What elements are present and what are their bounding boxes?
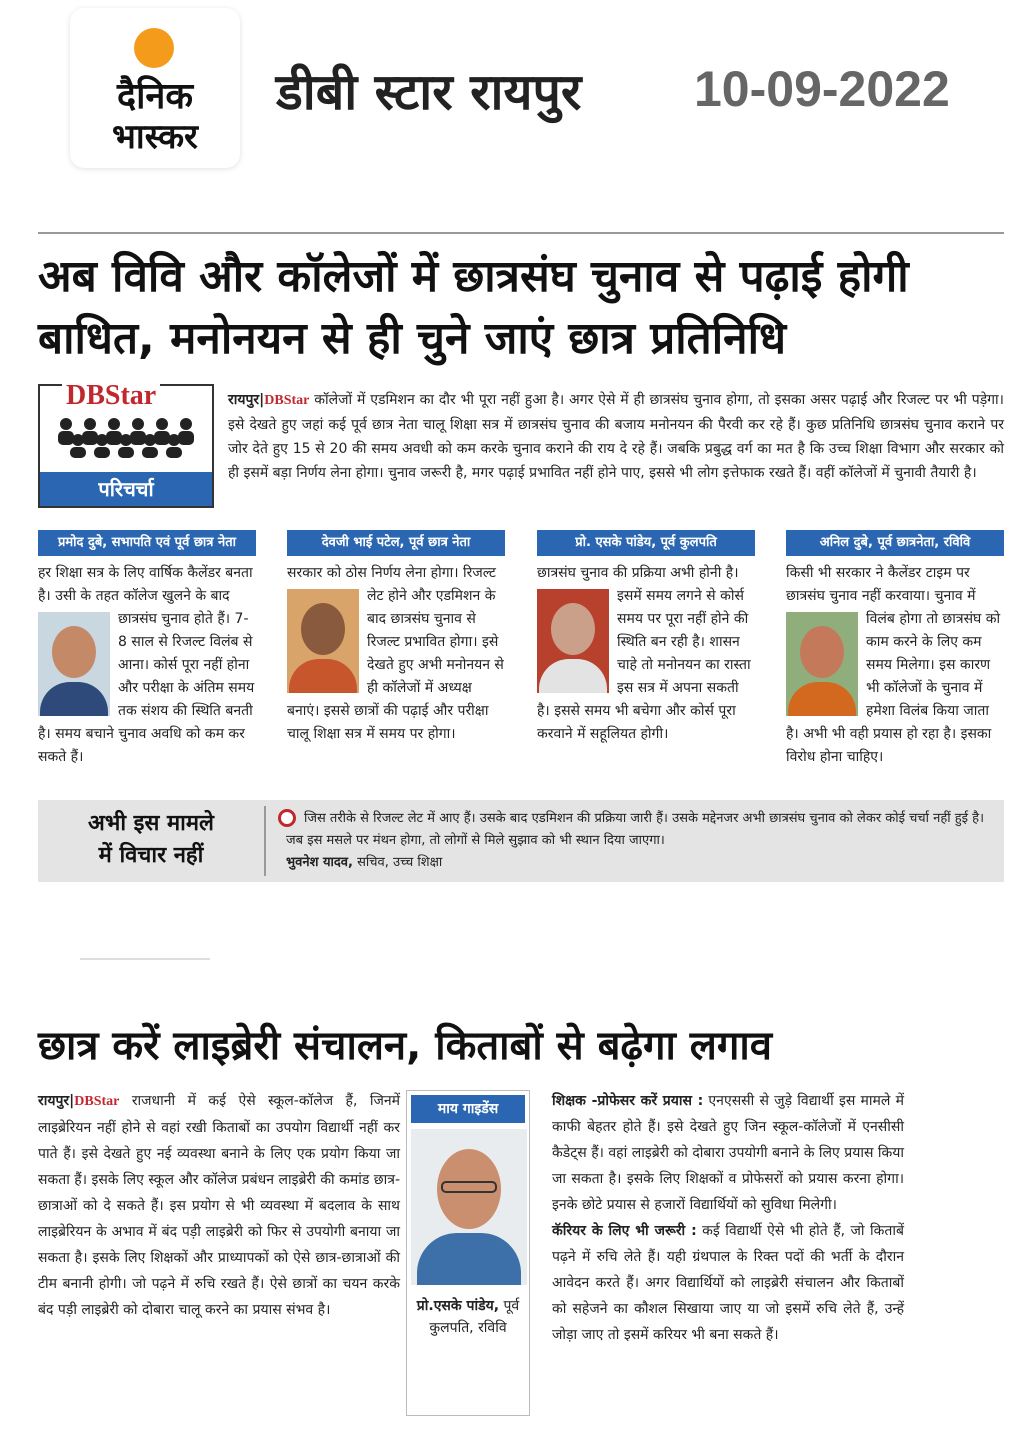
person-photo bbox=[786, 612, 858, 716]
guidance-title: पूर्व कुलपति, रविवि bbox=[429, 1298, 520, 1336]
opinion-rest: के बाद छात्रसंघ चुनाव होते हैं। 7-8 साल से रिजल्ट विलंब से आना। कोर्स पूरा नहीं होना और परीक्षा के अंतिम समय तक संशय की स्थिति बनती है। समय बचाने चुनाव अवधि को कम कर सकते हैं। bbox=[38, 588, 255, 765]
person-photo bbox=[537, 589, 609, 693]
opinion-column bbox=[537, 530, 755, 746]
section-paragraph bbox=[552, 1218, 904, 1348]
opinion-lead: सरकार को ठोस निर्णय लेना होगा। रिजल्ट लेट होने और एडमिशन के bbox=[287, 565, 496, 604]
quote-author-title: सचिव, उच्च शिक्षा bbox=[352, 855, 443, 870]
section-title: शिक्षक -प्रोफेसर करें प्रयास : bbox=[552, 1093, 704, 1109]
opinion-lead: हर शिक्षा सत्र के लिए वार्षिक कैलेंडर बनता है। उसी के तहत कॉलेज खुलने bbox=[38, 565, 253, 604]
section-paragraph bbox=[552, 1088, 904, 1218]
guidance-box bbox=[406, 1090, 530, 1416]
opinion-name: प्रमोद दुबे, सभापति एवं पूर्व छात्र नेता bbox=[38, 530, 256, 556]
opinion-column bbox=[786, 530, 1004, 769]
article2-body-left bbox=[38, 1088, 400, 1323]
badge-title: DBStar bbox=[62, 380, 160, 412]
article1-headline: अब विवि और कॉलेजों में छात्रसंघ चुनाव से पढ़ाई होगी बाधित, मनोनयन से ही चुने जाएं छात्र प्रतिनिधि bbox=[38, 251, 909, 364]
person-photo bbox=[411, 1129, 527, 1285]
divider bbox=[264, 806, 266, 876]
logo-line-1: दैनिक bbox=[116, 76, 194, 117]
badge-subtitle: परिचर्चा bbox=[40, 472, 212, 506]
dateline-place: रायपुर| bbox=[38, 1093, 75, 1109]
divider bbox=[38, 232, 1004, 234]
opinion-column bbox=[38, 530, 256, 769]
edition-name: डीबी स्टार रायपुर bbox=[276, 63, 582, 121]
opinion-text bbox=[287, 562, 505, 746]
section-text: एनएससी से जुड़े विद्यार्थी इस मामले में काफी बेहतर होते हैं। इसे देखते हुए जिन स्कूल-कॉलेजों में एनसीसी कैडेट्स हैं। वहां लाइब्रेरी को दोबारा उपयोगी बनाने के लिए प्रयास किया जा सकता है। इसके लिए शिक्षकों व प्रोफेसरों को प्रयास करना होगा। इनके छोटे प्रयास से हजारों विद्यार्थियों को सुविधा मिलेगी। bbox=[552, 1093, 904, 1213]
official-quote-box bbox=[38, 800, 1004, 882]
sun-icon bbox=[134, 28, 174, 68]
person-photo bbox=[38, 612, 110, 716]
opinion-text bbox=[38, 562, 256, 769]
newspaper-logo bbox=[70, 8, 240, 168]
dateline-source: DBStar bbox=[264, 393, 310, 408]
person-photo bbox=[287, 589, 359, 693]
opinion-name: देवजी भाई पटेल, पूर्व छात्र नेता bbox=[287, 530, 505, 556]
guidance-caption bbox=[407, 1295, 529, 1339]
intro-text: कॉलेजों में एडमिशन का दौर भी पूरा नहीं हुआ है। अगर ऐसे में ही छात्रसंघ चुनाव होगा, तो इसका असर पढ़ाई और रिजल्ट पर भी पड़ेगा। इसे देखते हुए जहां कई पूर्व छात्र नेता चालू शिक्षा सत्र में छात्रसंघ चुनाव की बजाय मनोनयन की पैरवी कर रहे हैं। कुछ प्रतिनिधि छात्रसंघ चुनाव कराने पर जोर देते हुए 15 से 20 की समय अवधी को कम करके चुनाव कराने की राय दे रहे हैं। जबकि प्रबुद्ध वर्ग का मत है कि उच्च शिक्षा विभाग और सरकार को ही इसमें बड़ा निर्णय लेना होगा। चुनाव जरूरी है, मगर पढ़ाई प्रभावित नहीं होने पाए, इससे भी लोग इत्तेफाक रखते हैं। वहीं कॉलेजों में चुनावी तैयारी है। bbox=[228, 392, 1004, 481]
quote-body: जिस तरीके से रिजल्ट लेट में आए हैं। उसके बाद एडमिशन की प्रक्रिया जारी हैं। उसके मद्देनजर अभी छात्रसंघ चुनाव को लेकर कोई चर्चा नहीं हुई है। जब इस मसले पर मंथन होगा, तो लोगों से मिले सुझाव को भी स्थान दिया जाएगा। bbox=[286, 811, 985, 848]
dateline-place: रायपुर| bbox=[228, 392, 265, 408]
article2-body-right bbox=[552, 1088, 904, 1348]
guidance-label: माय गाइडेंस bbox=[411, 1095, 525, 1123]
opinion-rest: बाद छात्रसंघ चुनाव से रिजल्ट प्रभावित होगा। इसे देखते हुए अभी मनोनयन से ही कॉलेजों में अध्यक्ष बनाएं। इससे छात्रों की पढ़ाई और परीक्षा चालू शिक्षा सत्र में समय पर होगा। bbox=[287, 611, 504, 742]
opinion-text bbox=[537, 562, 755, 746]
dbstar-badge bbox=[38, 380, 214, 508]
edition-date: 10-09-2022 bbox=[694, 61, 950, 117]
section-title: कॅरियर के लिए भी जरूरी : bbox=[552, 1223, 697, 1239]
section-text: कई विद्यार्थी ऐसे भी होते हैं, जो किताबें पढ़ने में रुचि लेते हैं। यही ग्रंथपाल के रिक्त पदों की भर्ती के दौरान आवेदन करते हैं। अगर विद्यार्थियों को लाइब्रेरी संचालन और किताबों को सहेजने का कौशल सिखाया जाए या जो इसमें रुचि लेते हैं, उन्हें जोड़ा जाए तो इसमें करियर भी बना सकते हैं। bbox=[552, 1223, 904, 1343]
opinion-text bbox=[786, 562, 1004, 769]
opinion-lead: किसी भी सरकार ने कैलेंडर टाइम पर छात्रसंघ चुनाव नहीं करवाया। bbox=[786, 565, 970, 604]
opinion-name: अनिल दुबे, पूर्व छात्रनेता, रविवि bbox=[786, 530, 1004, 556]
opinion-rest: समय पर पूरा नहीं होने की स्थिति बन रही है। शासन चाहे तो मनोनयन का रास्ता इस सत्र में अपना सकती है। इससे समय भी बचेगा और कोर्स पूरा करवाने में सहूलियत होगी। bbox=[537, 611, 751, 742]
body-text: राजधानी में कई ऐसे स्कूल-कॉलेज हैं, जिनमें लाइब्रेरियन नहीं होने से वहां रखी किताबों का उपयोग विद्यार्थी नहीं कर पाते हैं। इसे देखते हुए नई व्यवस्था बनाने के लिए एक प्रयोग किया जा सकता हैं। इसके लिए स्कूल और कॉलेज प्रबंधन लाइब्रेरी की कमांड छात्र-छात्राओं को दे सकते हैं। इस प्रयोग से भी व्यवस्था में बदलाव के साथ लाइब्रेरियन के अभाव में बंद पड़ी लाइब्रेरी को फिर से उपयोगी बनाया जा सकता है। इसके लिए शिक्षकों और प्राध्यापकों को ऐसे छात्र-छात्राओं की टीम बनानी होगी। जो पढ़ने में रुचि रखते हैं। ऐसे छात्रों का चयन करके बंद पड़ी लाइब्रेरी को दोबारा चालू करने का प्रयास संभव है। bbox=[38, 1093, 400, 1318]
official-label-line1: अभी इस मामले bbox=[88, 811, 214, 836]
article1-intro bbox=[228, 388, 1004, 485]
opinion-name: प्रो. एसके पांडेय, पूर्व कुलपति bbox=[537, 530, 755, 556]
quote-author: भुवनेश यादव, bbox=[286, 855, 353, 870]
opinion-rest: चुनाव में विलंब होगा तो छात्रसंघ को काम करने के लिए कम समय मिलेगा। इस कारण भी कॉलेजों के चुनाव में हमेशा विलंब किया जाता है। अभी भी वही प्रयास हो रहा है। इसका विरोध होना चाहिए। bbox=[786, 588, 1001, 765]
divider bbox=[80, 958, 210, 960]
official-quote bbox=[286, 808, 996, 874]
opinion-lead: छात्रसंघ चुनाव की प्रक्रिया अभी होनी है। इसमें समय लगने से कोर्स bbox=[537, 565, 744, 604]
dateline-source: DBStar bbox=[74, 1094, 120, 1109]
opinion-column bbox=[287, 530, 505, 746]
guidance-name: प्रो.एसके पांडेय, bbox=[416, 1298, 500, 1314]
article2-headline: छात्र करें लाइब्रेरी संचालन, किताबों से बढ़ेगा लगाव bbox=[38, 1023, 772, 1069]
logo-line-2: भास्कर bbox=[112, 117, 198, 157]
official-label bbox=[48, 808, 254, 872]
official-label-line2: में विचार नहीं bbox=[98, 843, 204, 868]
crowd-icon bbox=[54, 416, 200, 458]
